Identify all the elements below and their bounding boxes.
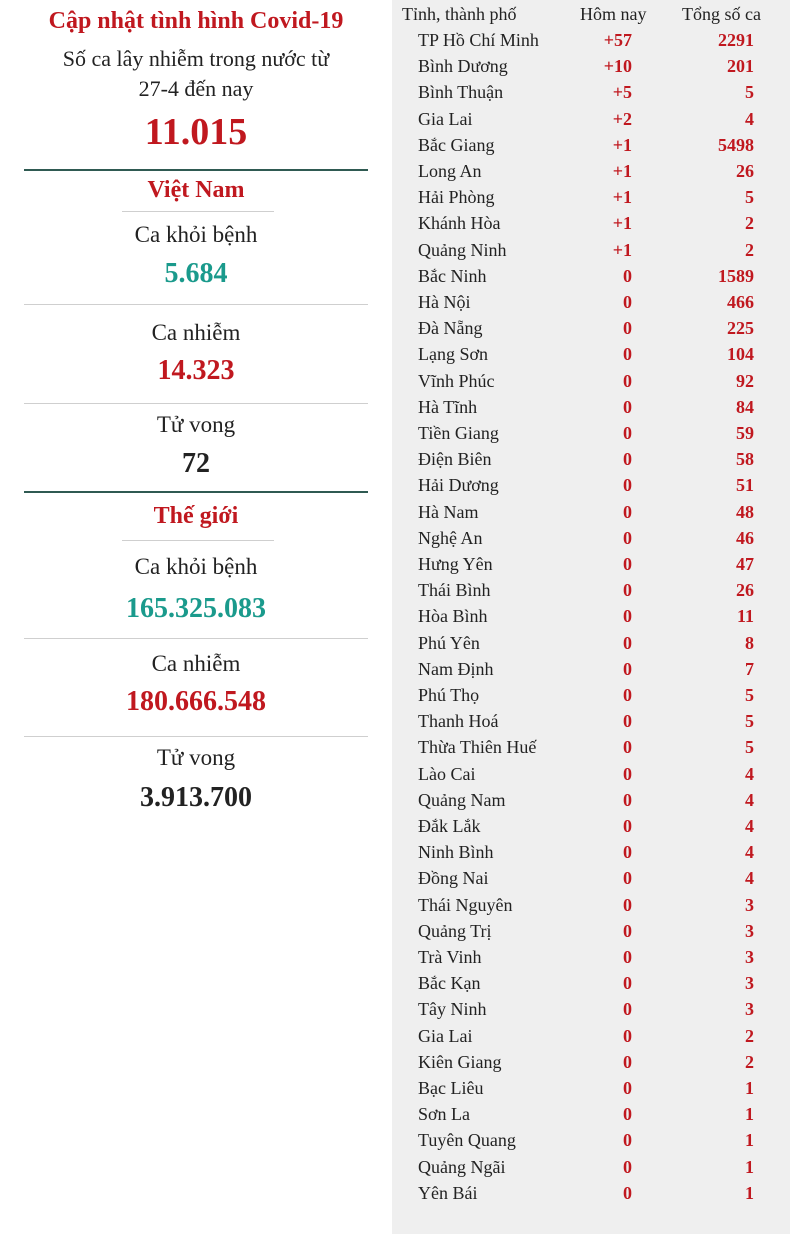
today-count: 0: [623, 920, 632, 941]
province-name: Tiền Giang: [418, 423, 499, 443]
total-count: 1: [745, 1104, 754, 1125]
table-row: [392, 659, 790, 685]
total-count: 201: [727, 56, 754, 77]
table-row: [392, 318, 790, 344]
today-count: 0: [623, 292, 632, 312]
province-name: Nam Định: [418, 658, 494, 679]
world-heading: Thế giới: [153, 503, 239, 529]
vietnam-deaths-value: 72: [182, 448, 210, 479]
column-header-today: Hôm nay: [580, 4, 647, 24]
total-count: 3: [745, 973, 754, 994]
today-count: 0: [623, 711, 632, 732]
today-count: 0: [623, 737, 632, 758]
total-count: 3: [745, 894, 754, 915]
total-count: 48: [736, 501, 754, 522]
today-count: +1: [612, 134, 632, 155]
table-row: [392, 790, 790, 816]
province-name: Hải Dương: [418, 475, 499, 496]
province-name: Bắc Kạn: [418, 973, 481, 994]
province-name: Lào Cai: [418, 763, 476, 784]
divider: [24, 638, 368, 639]
total-count: 2: [745, 1025, 754, 1046]
divider: [24, 736, 368, 737]
table-row: [392, 475, 790, 501]
today-count: 0: [623, 527, 632, 548]
province-name: Thanh Hoá: [418, 711, 499, 732]
total-count: 5: [745, 711, 754, 732]
today-count: +5: [612, 82, 632, 103]
province-name: Quảng Trị: [418, 920, 492, 941]
province-name: Quảng Ngãi: [418, 1156, 506, 1177]
today-count: 0: [623, 554, 632, 574]
table-row: [392, 397, 790, 423]
today-count: 0: [623, 999, 632, 1020]
province-name: Phú Thọ: [418, 685, 480, 705]
column-header-total: Tổng số ca: [682, 4, 761, 24]
province-name: Khánh Hòa: [418, 213, 501, 234]
domestic-subtitle-line1: Số ca lây nhiễm trong nước từ: [62, 46, 330, 71]
today-count: +1: [612, 187, 632, 208]
province-name: Kiên Giang: [418, 1051, 502, 1072]
today-count: 0: [623, 1078, 632, 1098]
world-recovered-label: Ca khỏi bệnh: [134, 554, 258, 579]
table-row: [392, 109, 790, 135]
vietnam-heading: Việt Nam: [147, 177, 245, 203]
total-count: 225: [727, 318, 754, 339]
province-name: Hải Phòng: [418, 187, 495, 208]
today-count: 0: [623, 842, 632, 863]
province-name: Long An: [418, 161, 482, 181]
province-name: Bắc Giang: [418, 134, 495, 155]
total-count: 59: [736, 423, 754, 443]
total-count: 4: [745, 842, 754, 863]
table-row: [392, 240, 790, 266]
table-row: [392, 30, 790, 56]
province-name: Thái Bình: [418, 580, 491, 601]
table-row: [392, 292, 790, 318]
today-count: 0: [623, 685, 632, 705]
province-name: Lạng Sơn: [418, 344, 489, 365]
province-name: Hòa Bình: [418, 606, 488, 627]
today-count: +1: [612, 213, 632, 234]
province-table: [392, 0, 790, 1234]
province-name: Đồng Nai: [418, 868, 489, 889]
table-row: [392, 1130, 790, 1156]
domestic-subtitle-line2: 27-4 đến nay: [138, 76, 254, 101]
total-count: 7: [745, 658, 754, 679]
table-row: [392, 737, 790, 763]
province-name: Đà Nẵng: [418, 318, 483, 339]
table-row: [392, 1104, 790, 1130]
divider: [24, 169, 368, 171]
today-count: +2: [612, 108, 632, 129]
today-count: 0: [623, 1156, 632, 1177]
total-count: 3: [745, 999, 754, 1020]
province-name: Nghệ An: [418, 527, 483, 548]
total-count: 1: [745, 1130, 754, 1151]
today-count: 0: [623, 1130, 632, 1151]
table-row: [392, 554, 790, 580]
table-row: [392, 580, 790, 606]
total-count: 51: [736, 475, 754, 496]
total-count: 4: [745, 789, 754, 810]
table-row: [392, 973, 790, 999]
world-infected-value: 180.666.548: [126, 686, 266, 717]
today-count: 0: [623, 868, 632, 889]
table-row: [392, 764, 790, 790]
province-name: Ninh Bình: [418, 842, 494, 863]
divider: [24, 304, 368, 305]
divider: [24, 491, 368, 493]
table-row: [392, 842, 790, 868]
today-count: 0: [623, 580, 632, 601]
table-row: [392, 187, 790, 213]
province-name: Đắk Lắk: [418, 816, 481, 836]
today-count: 0: [623, 265, 632, 286]
province-name: Bạc Liêu: [418, 1078, 484, 1098]
domestic-total-value: 11.015: [144, 111, 248, 153]
total-count: 1: [745, 1182, 754, 1203]
vietnam-infected-value: 14.323: [157, 355, 235, 386]
today-count: 0: [623, 344, 632, 365]
total-count: 104: [727, 344, 754, 365]
table-row: [392, 606, 790, 632]
today-count: +10: [603, 56, 632, 77]
world-recovered-value: 165.325.083: [126, 593, 266, 624]
vietnam-infected-label: Ca nhiễm: [151, 320, 241, 345]
province-name: Quảng Ninh: [418, 239, 507, 260]
vietnam-deaths-label: Tử vong: [156, 412, 236, 437]
today-count: 0: [623, 947, 632, 967]
total-count: 1: [745, 1156, 754, 1177]
table-row: [392, 1078, 790, 1104]
today-count: 0: [623, 973, 632, 994]
province-name: Tây Ninh: [418, 999, 487, 1020]
province-name: Hà Tĩnh: [418, 396, 478, 417]
province-name: Thừa Thiên Huế: [418, 737, 537, 758]
table-row: [392, 266, 790, 292]
province-name: Điện Biên: [418, 449, 492, 470]
province-name: Gia Lai: [418, 108, 473, 129]
province-name: Trà Vinh: [418, 947, 482, 967]
world-infected-label: Ca nhiễm: [151, 651, 241, 676]
vietnam-recovered-value: 5.684: [164, 258, 228, 289]
today-count: 0: [623, 894, 632, 915]
today-count: +57: [603, 30, 632, 50]
table-row: [392, 161, 790, 187]
table-row: [392, 1183, 790, 1209]
today-count: +1: [612, 161, 632, 181]
total-count: 58: [736, 449, 754, 470]
total-count: 26: [736, 580, 754, 601]
divider: [122, 211, 274, 212]
today-count: 0: [623, 606, 632, 627]
total-count: 47: [736, 554, 754, 574]
total-count: 3: [745, 947, 754, 967]
province-name: Vĩnh Phúc: [418, 370, 495, 391]
total-count: 2: [745, 239, 754, 260]
total-count: 11: [736, 606, 754, 627]
total-count: 2: [745, 1051, 754, 1072]
table-row: [392, 947, 790, 973]
total-count: 5498: [718, 134, 754, 155]
today-count: 0: [623, 632, 632, 653]
table-row: [392, 685, 790, 711]
today-count: 0: [623, 475, 632, 496]
table-row: [392, 528, 790, 554]
province-name: Bình Thuận: [418, 82, 504, 103]
province-name: Yên Bái: [418, 1182, 478, 1203]
today-count: 0: [623, 1104, 632, 1125]
page-title: Cập nhật tình hình Covid-19: [48, 8, 344, 34]
total-count: 4: [745, 868, 754, 889]
table-row: [392, 82, 790, 108]
province-name: Hưng Yên: [418, 554, 493, 574]
total-count: 4: [745, 108, 754, 129]
today-count: +1: [612, 239, 632, 260]
summary-panel: [0, 0, 392, 1234]
table-row: [392, 344, 790, 370]
today-count: 0: [623, 370, 632, 391]
province-name: Bắc Ninh: [418, 265, 487, 286]
table-row: [392, 633, 790, 659]
table-row: [392, 816, 790, 842]
table-row: [392, 371, 790, 397]
total-count: 5: [745, 737, 754, 758]
province-name: Quảng Nam: [418, 789, 506, 810]
table-row: [392, 1052, 790, 1078]
total-count: 2: [745, 213, 754, 234]
province-name: Phú Yên: [418, 632, 480, 653]
total-count: 84: [736, 396, 754, 417]
column-header-province: Tỉnh, thành phố: [402, 4, 517, 24]
province-name: Bình Dương: [418, 56, 508, 77]
world-deaths-label: Tử vong: [156, 745, 236, 770]
province-name: Sơn La: [418, 1104, 471, 1125]
table-row: [392, 999, 790, 1025]
total-count: 26: [736, 161, 754, 181]
today-count: 0: [623, 423, 632, 443]
table-row: [392, 1026, 790, 1052]
today-count: 0: [623, 658, 632, 679]
total-count: 8: [745, 632, 754, 653]
total-count: 5: [745, 187, 754, 208]
today-count: 0: [623, 449, 632, 470]
today-count: 0: [623, 816, 632, 836]
province-name: Tuyên Quang: [418, 1130, 516, 1151]
table-row: [392, 135, 790, 161]
today-count: 0: [623, 396, 632, 417]
total-count: 4: [745, 816, 754, 836]
total-count: 1589: [718, 265, 754, 286]
province-name: Hà Nội: [418, 292, 471, 312]
table-row: [392, 423, 790, 449]
table-row: [392, 213, 790, 239]
total-count: 2291: [718, 30, 754, 50]
today-count: 0: [623, 1025, 632, 1046]
total-count: 46: [736, 527, 754, 548]
today-count: 0: [623, 501, 632, 522]
total-count: 4: [745, 763, 754, 784]
total-count: 3: [745, 920, 754, 941]
total-count: 466: [727, 292, 754, 312]
today-count: 0: [623, 789, 632, 810]
province-name: TP Hồ Chí Minh: [418, 30, 539, 50]
table-row: [392, 921, 790, 947]
today-count: 0: [623, 1182, 632, 1203]
vietnam-recovered-label: Ca khỏi bệnh: [134, 222, 258, 247]
total-count: 5: [745, 685, 754, 705]
today-count: 0: [623, 763, 632, 784]
total-count: 1: [745, 1078, 754, 1098]
province-name: Gia Lai: [418, 1025, 473, 1046]
table-row: [392, 711, 790, 737]
table-row: [392, 1157, 790, 1183]
table-row: [392, 868, 790, 894]
divider: [24, 403, 368, 404]
table-row: [392, 895, 790, 921]
divider: [122, 540, 274, 541]
table-row: [392, 502, 790, 528]
table-row: [392, 56, 790, 82]
province-name: Thái Nguyên: [418, 894, 513, 915]
today-count: 0: [623, 318, 632, 339]
world-deaths-value: 3.913.700: [140, 782, 252, 813]
total-count: 5: [745, 82, 754, 103]
province-name: Hà Nam: [418, 501, 479, 522]
table-row: [392, 449, 790, 475]
today-count: 0: [623, 1051, 632, 1072]
total-count: 92: [736, 370, 754, 391]
